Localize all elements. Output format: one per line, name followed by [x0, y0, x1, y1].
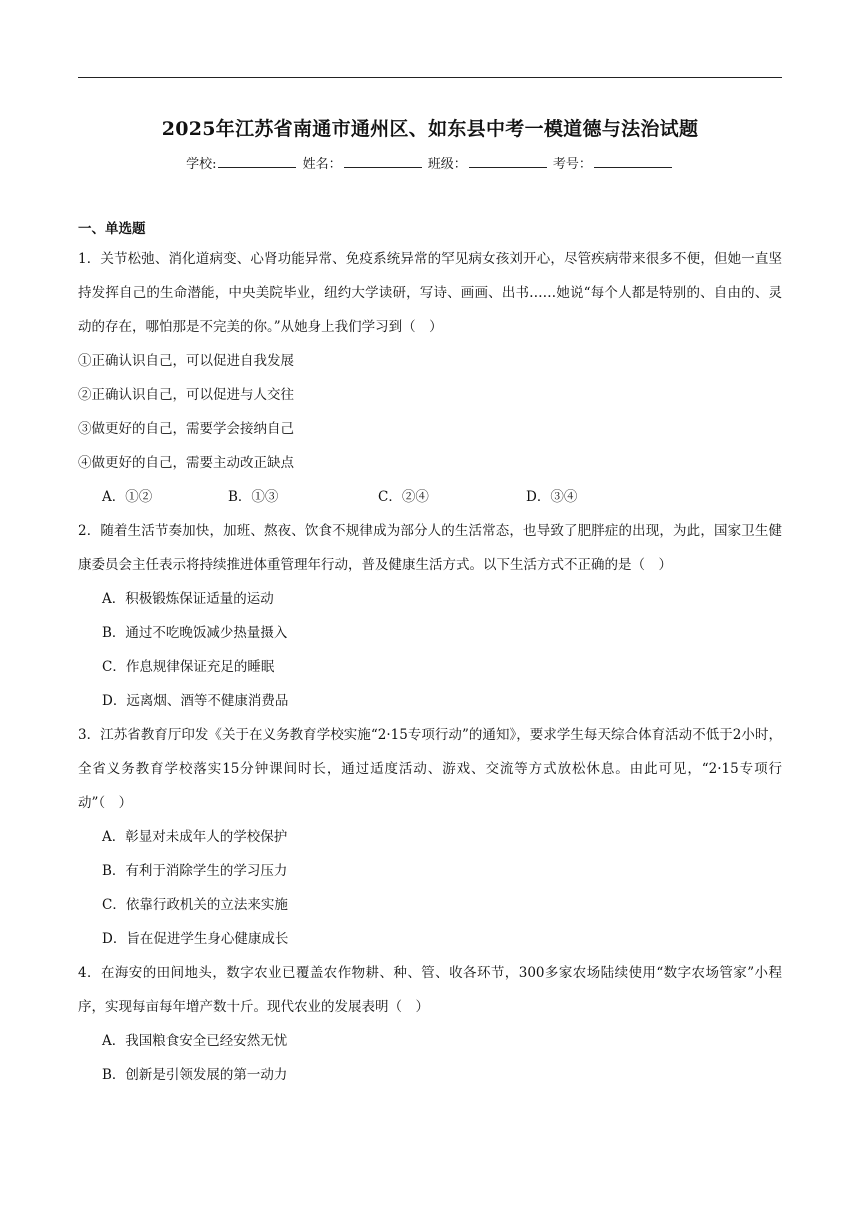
class-label: 班级： — [427, 157, 467, 172]
question-1 — [78, 242, 782, 514]
name-blank[interactable] — [344, 156, 422, 168]
question-3-text: 3．江苏省教育厅印发《关于在义务教育学校实施“2·15专项行动”的通知》，要求学生每天综合体育活动不低于2小时，全省义务教育学校落实15分钟课间时长，通过适度活动、游戏、交流等方式放松休息。由此可见，“2·15专项行动”（ ） — [78, 727, 782, 811]
question-1-option-a[interactable]: A．①② — [102, 489, 153, 505]
section-title: 一、单选题 — [78, 221, 146, 237]
question-1-option-b[interactable]: B．①③ — [228, 489, 279, 505]
question-4-option-a[interactable]: A．我国粮食安全已经安然无忧 — [102, 1033, 288, 1049]
question-3-option-c[interactable]: C．依靠行政机关的立法来实施 — [102, 897, 288, 913]
question-2 — [78, 514, 782, 718]
question-1-options — [78, 480, 782, 514]
page-title: 2025年江苏省南通市通州区、如东县中考一模道德与法治试题 — [161, 118, 699, 140]
question-2-option-a[interactable]: A．积极锻炼保证适量的运动 — [102, 591, 274, 607]
question-2-option-c[interactable]: C．作息规律保证充足的睡眠 — [102, 659, 275, 675]
school-label: 学校: — [186, 157, 217, 172]
question-1-option-c[interactable]: C．②④ — [378, 489, 429, 505]
question-3-option-a[interactable]: A．彰显对未成年人的学校保护 — [102, 829, 288, 845]
question-1-option-d[interactable]: D．③④ — [526, 489, 578, 505]
number-blank[interactable] — [594, 156, 672, 168]
question-3-option-d[interactable]: D．旨在促进学生身心健康成长 — [102, 931, 289, 947]
question-4-text: 4．在海安的田间地头，数字农业已覆盖农作物耕、种、管、收各环节，300多家农场陆续使用“数字农场管家”小程序，实现每亩每年增产数十斤。现代农业的发展表明（ ） — [78, 965, 782, 1015]
class-blank[interactable] — [469, 156, 547, 168]
question-4 — [78, 956, 782, 1092]
question-4-option-b[interactable]: B．创新是引领发展的第一动力 — [102, 1067, 288, 1083]
exam-content — [78, 216, 782, 1092]
question-2-text: 2．随着生活节奏加快，加班、熬夜、饮食不规律成为部分人的生活常态，也导致了肥胖症的出现，为此，国家卫生健康委员会主任表示将持续推进体重管理年行动，普及健康生活方式。以下生活方式不正确的是（ ） — [78, 523, 782, 573]
question-1-statement-3: ③做更好的自己，需要学会接纳自己 — [78, 421, 294, 437]
question-1-statement-1: ①正确认识自己，可以促进自我发展 — [78, 353, 294, 369]
student-info-line — [0, 153, 860, 172]
question-1-text: 1．关节松弛、消化道病变、心肾功能异常、免疫系统异常的罕见病女孩刘开心，尽管疾病带来很多不便，但她一直坚持发挥自己的生命潜能，中央美院毕业，纽约大学读研，写诗、画画、出书……她说“每个人都是特别的、自由的、灵动的存在，哪怕那是不完美的你。”从她身上我们学习到（ ） — [78, 251, 782, 335]
name-label: 姓名： — [302, 157, 342, 172]
question-1-statement-4: ④做更好的自己，需要主动改正缺点 — [78, 455, 294, 471]
question-3 — [78, 718, 782, 956]
question-2-option-b[interactable]: B．通过不吃晚饭减少热量摄入 — [102, 625, 288, 641]
question-1-statement-2: ②正确认识自己，可以促进与人交往 — [78, 387, 294, 403]
question-2-option-d[interactable]: D．远离烟、酒等不健康消费品 — [102, 693, 289, 709]
header-rule — [78, 77, 782, 78]
school-blank[interactable] — [218, 156, 296, 168]
number-label: 考号： — [552, 157, 592, 172]
question-3-option-b[interactable]: B．有利于消除学生的学习压力 — [102, 863, 288, 879]
